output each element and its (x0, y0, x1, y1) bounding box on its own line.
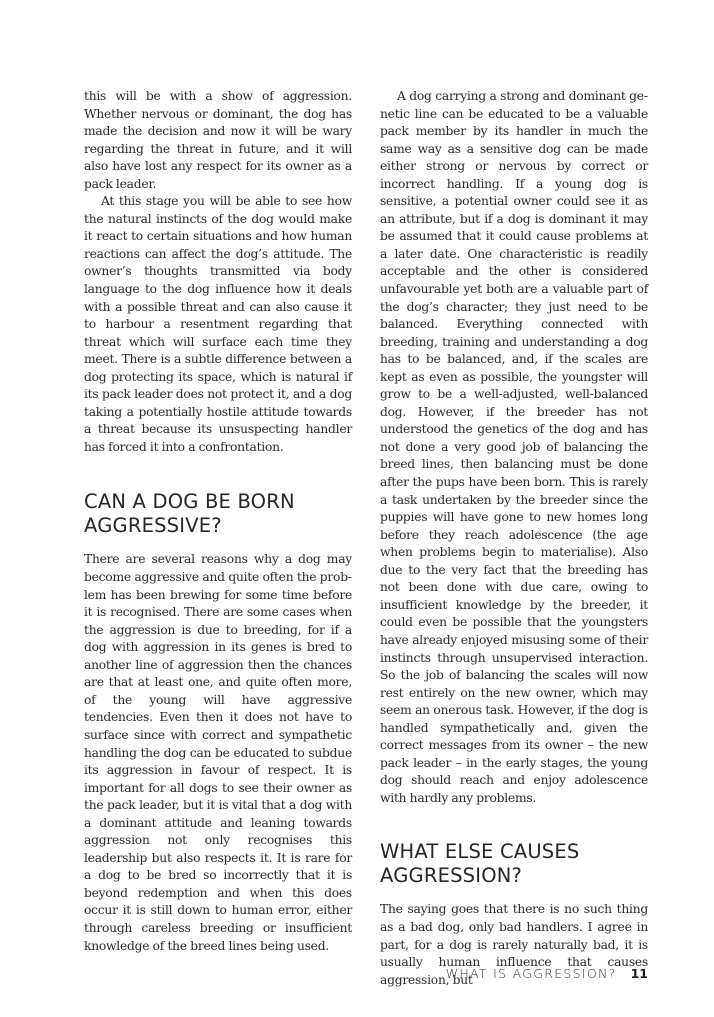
running-head: WHAT IS AGGRESSION? (445, 966, 617, 981)
body-paragraph: The saying goes that there is no such thing as a bad dog, only bad handlers. I agree in part, for a dog is rarely naturally bad, it is usually human influence that causes aggression, but (380, 902, 648, 987)
heading-line: WHAT ELSE CAUSES (380, 840, 580, 864)
heading-line: AGGRESSIVE? (84, 514, 222, 538)
heading-line: CAN A DOG BE BORN (84, 490, 295, 514)
body-paragraph: this will be with a show of aggression. Whether nervous or dominant, the dog has made the decision and now it will be wary regarding the threat in future, and it will also have lost any respect for its owner as a pack leader. (84, 89, 352, 191)
section-heading-what-else-causes (380, 840, 648, 888)
body-paragraph: A dog carrying a strong and dominant genetic line can be educated to be a valuable pack member by its handler in much the same way as a sensitive dog can be made either strong or nervous by correct or incorrect handling. If a young dog is sensitive, a potential owner could see it as an attribute, but if a dog is dominant it may be assumed that it could cause problems at a later date. One characteristic is readily acceptable and the other is considered unfavourable yet both are a valuable part of the dog’s character; they just need to be balanced. Everything connected with breeding, training and understanding a dog has to be balanced, and, if the scales are kept as even as possible, the youngster will grow to be a well-adjusted, well-balanced dog. However, if the breeder has not understood the genetics of the dog and has not done a very good job of balancing the breed lines, then balancing must be done after the pups have been born. This is rarely a task undertaken by the breeder since the puppies will have gone to new homes long before they reach adolescence (the age when problems begin to materialise). Also due to the very fact that the breeding has not been done with due care, owing to insufficient knowledge by the breeder, it could even be possible that the youngsters have already enjoyed misusing some of their instincts through unsupervised interaction. So the job of balancing the scales will now rest entirely on the new owner, which may seem an onerous task. However, if the dog is handled sympathetically and, given the correct messages from its owner – the new pack leader – in the early stages, the young dog should reach and enjoy adolescence with hardly any problems. (380, 89, 648, 805)
left-column (84, 88, 352, 955)
page-footer (446, 965, 648, 983)
heading-line: AGGRESSION? (380, 864, 523, 888)
page-number: 11 (630, 966, 648, 981)
body-paragraph: There are several reasons why a dog may become aggressive and quite often the problem has been brewing for some time before it is recognised. There are some cases when the aggression is due to breeding, for if a dog with aggression in its genes is bred to another line of aggression then the chances are that at least one, and quite often more, of the young will have aggressive tendencies. Even then it does not have to surface since with correct and sympathetic handling the dog can be educated to subdue its aggression in favour of respect. It is important for all dogs to see their owner as the pack leader, but it is vital that a dog with a dominant attitude and leaning towards aggression not only recognises this leadership but also respects it. It is rare for a dog to be bred so incorrectly that it is beyond redemption and when this does occur it is still down to human error, either through careless breeding or insufficient knowledge of the breed lines being used. (84, 552, 352, 953)
body-paragraph: At this stage you will be able to see how the natural instincts of the dog would make it react to certain situations and how human reactions can affect the dog’s attitude. The owner’s thoughts transmitted via body language to the dog influence how it deals with a possible threat and can also cause it to harbour a resentment regarding that threat which will surface each time they meet. There is a subtle difference between a dog protecting its space, which is natural if its pack leader does not protect it, and a dog taking a potentially hostile attitude towards a threat because its unsuspecting handler has forced it into a confrontation. (84, 194, 352, 454)
section-heading-born-aggressive (84, 490, 352, 538)
right-column (380, 88, 648, 989)
